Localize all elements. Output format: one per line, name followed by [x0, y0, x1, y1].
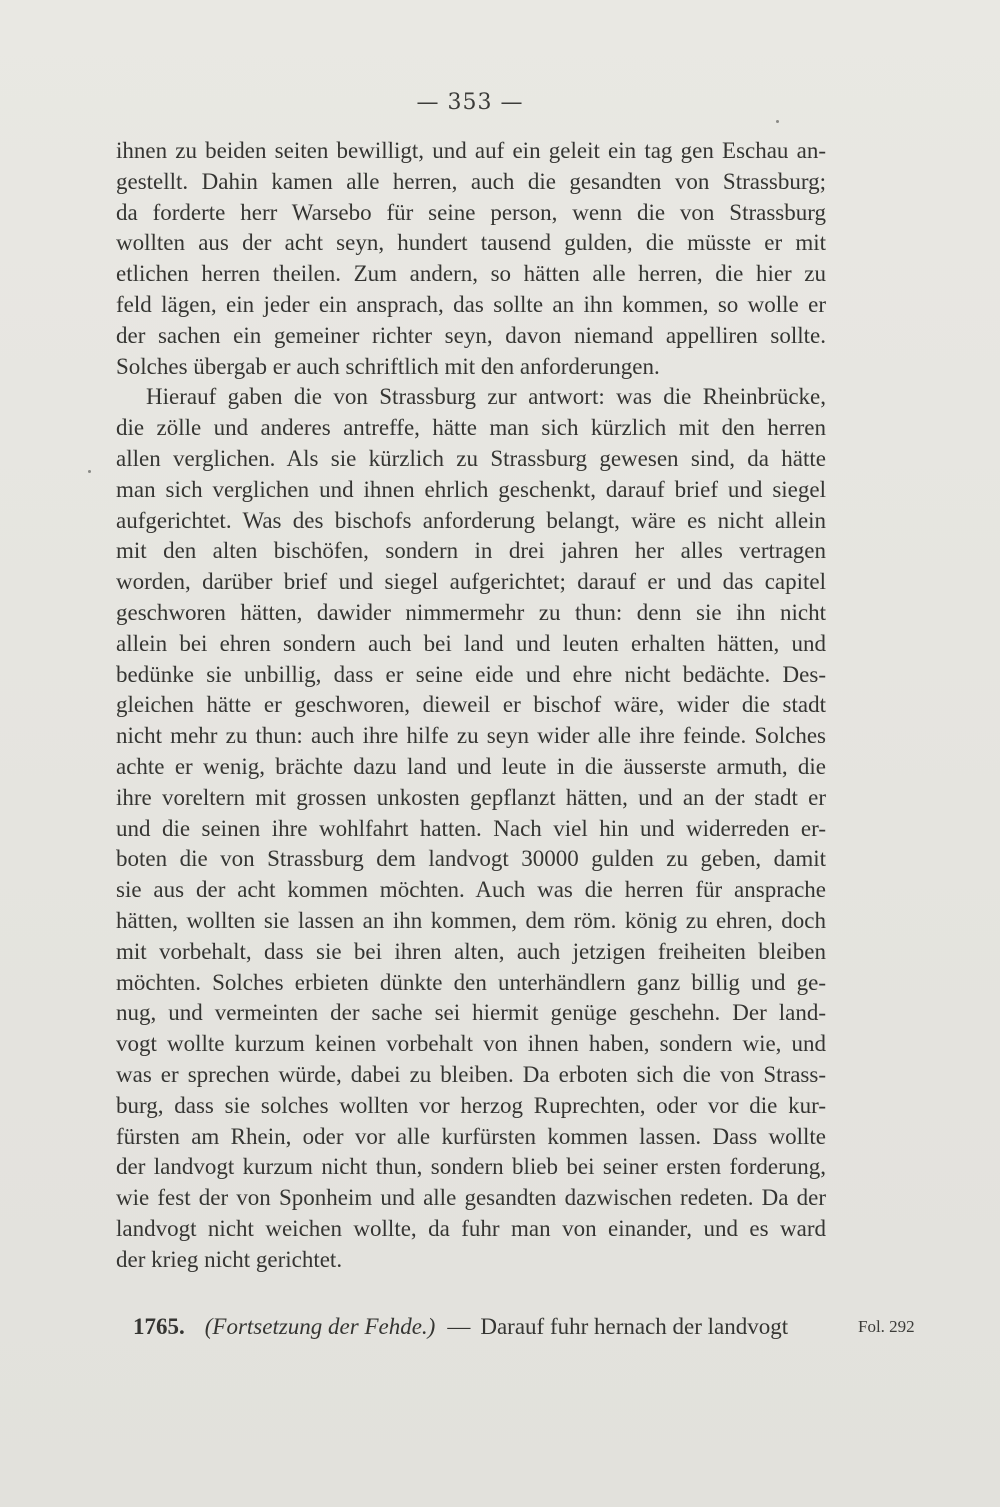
text-line: aufgerichtet. Was des bischofs anforderung belangt, wäre es nicht allein: [116, 507, 826, 533]
text-line: etlichen herren theilen. Zum andern, so hätten alle herren, die hier zu: [116, 261, 826, 287]
paper-speck: [776, 120, 779, 123]
text-line: allein bei ehren sondern auch bei land und leuten erhalten hätten, und: [116, 630, 826, 656]
text-line: man sich verglichen und ihnen ehrlich geschenkt, darauf brief und siegel: [116, 476, 826, 502]
text-line: sie aus der acht kommen möchten. Auch was die herren für ansprache: [116, 877, 826, 903]
text-line: der landvogt kurzum nicht thun, sondern blieb bei seiner ersten forderung,: [116, 1154, 826, 1180]
text-line: burg, dass sie solches wollten vor herzog Ruprechten, oder vor die kur-: [116, 1092, 826, 1118]
page-number: — 353 —: [416, 90, 524, 115]
entry-number: 1765.: [133, 1314, 185, 1339]
text-line: nicht mehr zu thun: auch ihre hilfe zu seyn wider alle ihre feinde. Solches: [116, 723, 826, 749]
text-line: achte er wenig, brächte dazu land und leute in die äusserste armuth, die: [116, 753, 826, 779]
text-line: fürsten am Rhein, oder vor alle kurfürsten kommen lassen. Dass wollte: [116, 1123, 826, 1149]
text-line: gestellt. Dahin kamen alle herren, auch die gesandten von Strassburg;: [116, 168, 826, 194]
text-line: feld lägen, ein jeder ein ansprach, das sollte an ihn kommen, so wolle er: [116, 291, 826, 317]
text-line: gleichen hätte er geschworen, dieweil er bischof wäre, wider die stadt: [116, 692, 826, 718]
text-line: hätten, wollten sie lassen an ihn kommen, dem röm. könig zu ehren, doch: [116, 907, 826, 933]
text-line: worden, darüber brief und siegel aufgerichtet; darauf er und das capitel: [116, 569, 826, 595]
text-line: bedünke sie unbillig, dass er seine eide und ehre nicht bedächte. Des-: [116, 661, 826, 687]
entry-text: Darauf fuhr hernach der landvogt: [480, 1314, 789, 1339]
text-line: die zölle und anderes antreffe, hätte man sich kürzlich mit den herren: [116, 415, 826, 441]
text-line: Solches übergab er auch schriftlich mit den anforderungen.: [116, 353, 660, 379]
text-line: mit vorbehalt, dass sie bei ihren alten, auch jetzigen freiheiten bleiben: [116, 938, 826, 964]
text-line: vogt wollte kurzum keinen vorbehalt von ihnen haben, sondern wie, und: [116, 1031, 826, 1057]
text-line: allen verglichen. Als sie kürzlich zu Strassburg gewesen sind, da hätte: [116, 445, 826, 471]
text-line: und die seinen ihre wohlfahrt hatten. Nach viel hin und widerreden er-: [116, 815, 826, 841]
text-line: ihre voreltern mit grossen unkosten gepflanzt hätten, und an der stadt er: [116, 784, 826, 810]
text-line: landvogt nicht weichen wollte, da fuhr man von einander, und es ward: [116, 1215, 826, 1241]
text-line: boten die von Strassburg dem landvogt 30000 gulden zu geben, damit: [116, 846, 826, 872]
text-line: was er sprechen würde, dabei zu bleiben. Da erboten sich die von Strass-: [116, 1061, 826, 1087]
text-line: wie fest der von Sponheim und alle gesandten dazwischen redeten. Da der: [116, 1185, 826, 1211]
text-line: nug, und vermeinten der sache sei hiermit genüge geschehn. Der land-: [116, 1000, 826, 1026]
entry-heading: [133, 1310, 826, 1344]
entry-title: (Fortsetzung der Fehde.): [204, 1314, 436, 1339]
body-text: [116, 136, 826, 1275]
text-line: der sachen ein gemeiner richter seyn, davon niemand appelliren sollte.: [116, 322, 826, 348]
text-line: der krieg nicht gerichtet.: [116, 1246, 343, 1272]
folio-margin-note: Fol. 292: [858, 1317, 915, 1336]
text-line: Hierauf gaben die von Strassburg zur antwort: was die Rheinbrücke,: [146, 384, 826, 410]
text-line: wollten aus der acht seyn, hundert tausend gulden, die müsste er mit: [116, 230, 826, 256]
entry-dash: —: [447, 1314, 471, 1339]
text-line: da forderte herr Warsebo für seine person, wenn die von Strassburg: [116, 199, 826, 225]
text-line: möchten. Solches erbieten dünkte den unterhändlern ganz billig und ge-: [116, 969, 826, 995]
text-line: geschworen hätten, dawider nimmermehr zu thun: denn sie ihn nicht: [116, 599, 826, 625]
text-line: mit den alten bischöfen, sondern in drei jahren her alles vertragen: [116, 538, 826, 564]
text-line: ihnen zu beiden seiten bewilligt, und auf ein geleit ein tag gen Eschau an-: [116, 138, 826, 163]
paper-speck: [88, 470, 91, 473]
